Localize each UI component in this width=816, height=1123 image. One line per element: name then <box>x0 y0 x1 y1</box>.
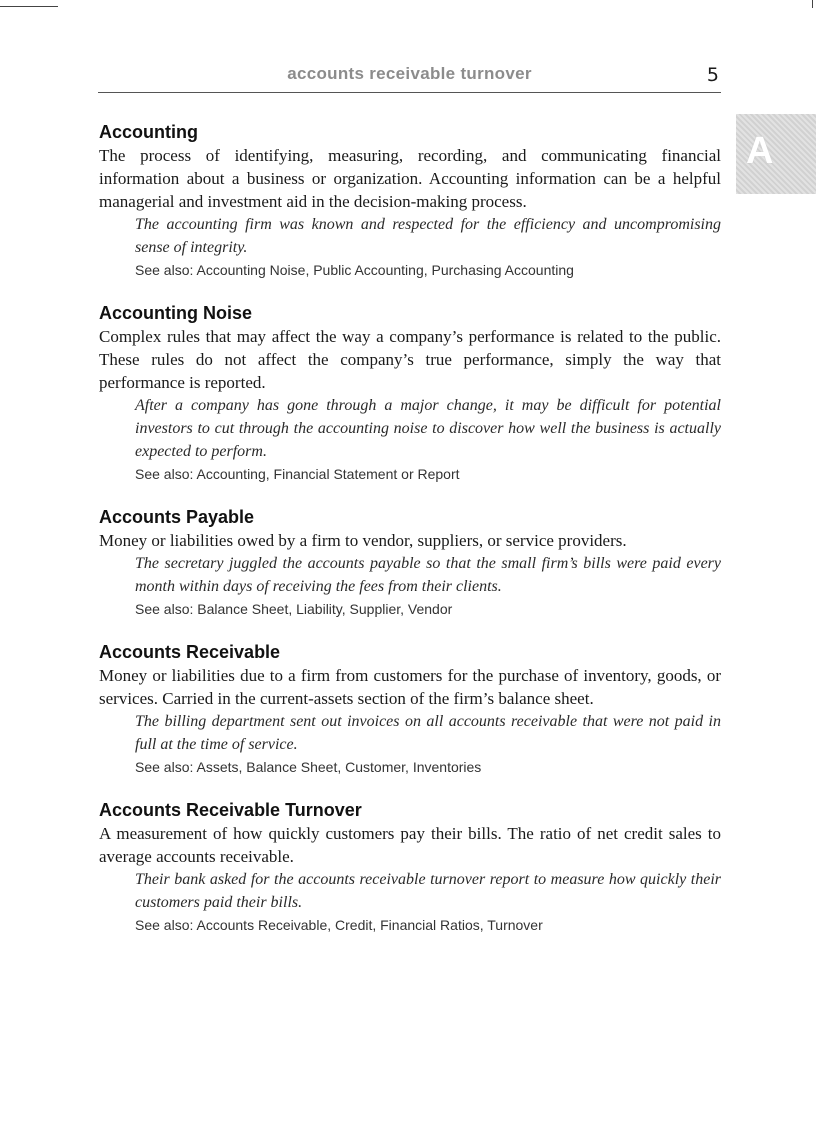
entry-see-also: See also: Balance Sheet, Liability, Supplier, Vendor <box>135 601 453 617</box>
glossary-entry <box>99 120 721 281</box>
glossary-entry <box>99 798 721 936</box>
entry-see-also: See also: Accounting, Financial Statement or Report <box>135 466 460 482</box>
entry-definition: Money or liabilities due to a firm from customers for the purchase of inventory, goods, or services. Carried in the current-assets section of the firm’s balance sheet. <box>99 666 721 708</box>
glossary-content <box>99 120 721 956</box>
running-title: accounts receivable turnover <box>287 64 532 83</box>
entry-definition: Complex rules that may affect the way a company’s performance is related to the public. These rules do not affect the company’s true performance, simply the way that performance is reported. <box>99 327 721 392</box>
page-number: 5 <box>706 64 719 86</box>
entry-example: The billing department sent out invoices on all accounts receivable that were not paid in full at the time of service. <box>135 713 721 753</box>
entry-example: Their bank asked for the accounts receivable turnover report to measure how quickly their customers paid their bills. <box>135 871 721 911</box>
entry-see-also: See also: Accounts Receivable, Credit, Financial Ratios, Turnover <box>135 917 543 933</box>
entry-definition: The process of identifying, measuring, recording, and communicating financial information about a business or organization. Accounting information can be a helpful managerial and investment aid in the decision-making process. <box>99 146 721 211</box>
entry-term: Accounting <box>99 122 198 142</box>
entry-see-also: See also: Assets, Balance Sheet, Customer, Inventories <box>135 759 482 775</box>
entry-see-also: See also: Accounting Noise, Public Accounting, Purchasing Accounting <box>135 262 574 278</box>
entry-term: Accounts Payable <box>99 507 255 527</box>
thumb-index-tab <box>736 114 816 194</box>
glossary-entry <box>99 301 721 485</box>
crop-mark-right <box>812 0 813 8</box>
entry-definition: Money or liabilities owed by a firm to vendor, suppliers, or service providers. <box>99 531 627 550</box>
crop-mark-left <box>0 6 58 7</box>
entry-example: The secretary juggled the accounts payable so that the small firm’s bills were paid every month within days of receiving the fees from their clients. <box>135 555 721 595</box>
glossary-entry <box>99 505 721 620</box>
entry-example: After a company has gone through a major change, it may be difficult for potential investors to cut through the accounting noise to discover how well the business is actually expected to perform. <box>135 397 721 460</box>
running-header <box>98 62 721 93</box>
entry-example: The accounting firm was known and respected for the efficiency and uncompromising sense of integrity. <box>135 216 721 256</box>
entry-term: Accounts Receivable Turnover <box>99 800 362 820</box>
glossary-entry <box>99 640 721 778</box>
entry-term: Accounting Noise <box>99 303 253 323</box>
entry-definition: A measurement of how quickly customers pay their bills. The ratio of net credit sales to average accounts receivable. <box>99 824 721 866</box>
thumb-tab-letter: A <box>746 130 774 172</box>
entry-term: Accounts Receivable <box>99 642 281 662</box>
